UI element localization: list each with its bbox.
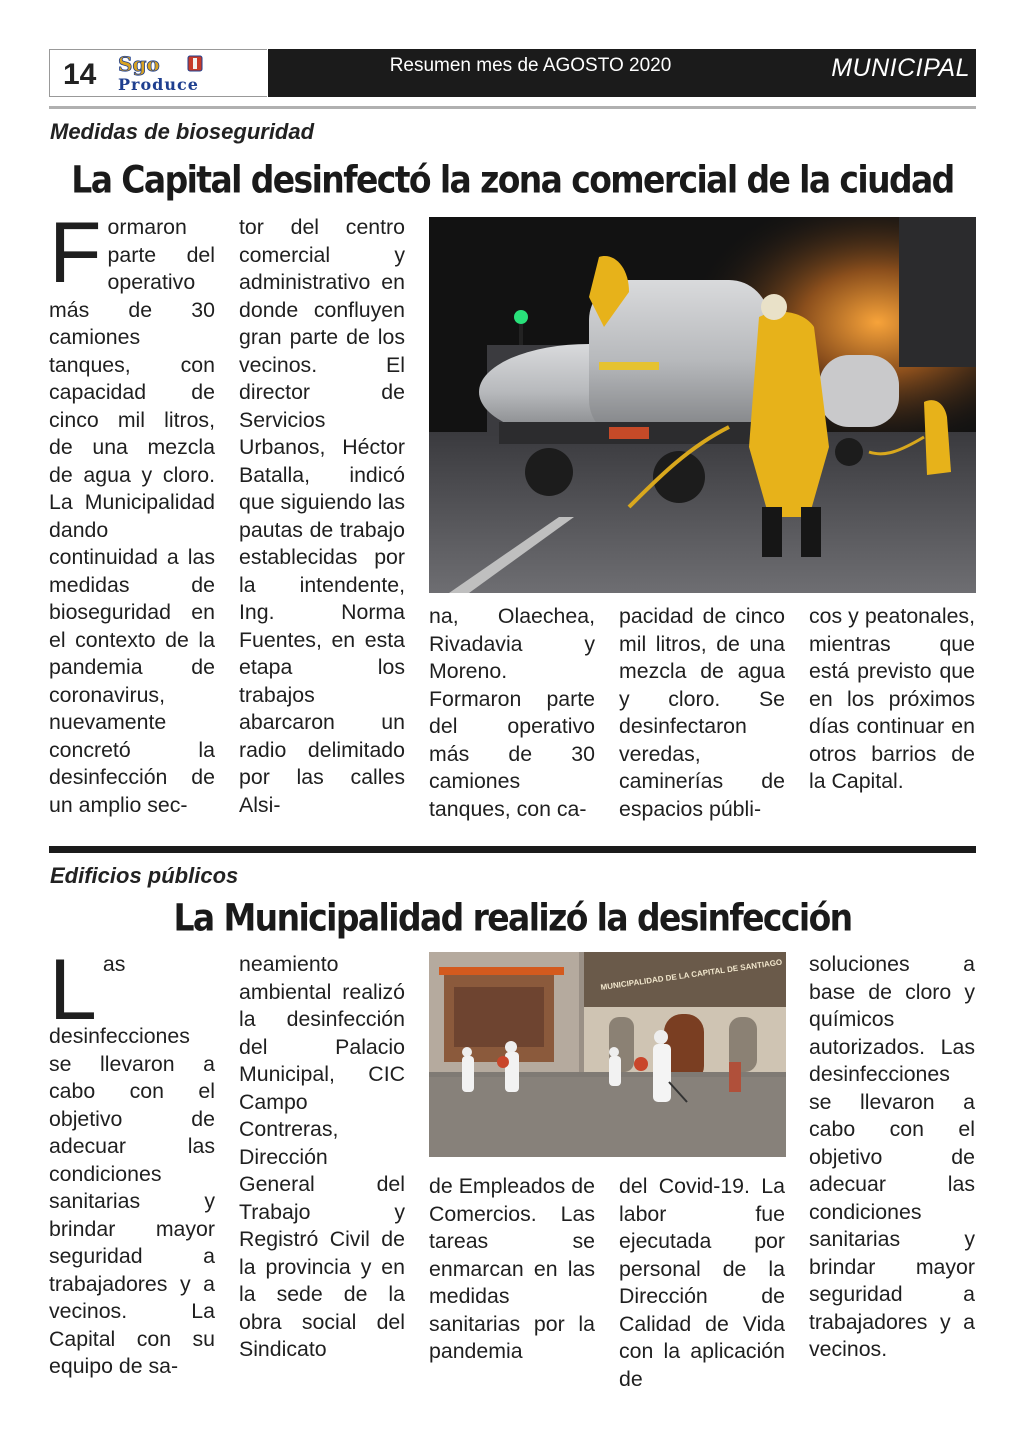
article2-photo-palacio-municipal bbox=[429, 952, 786, 1157]
article1-headline: La Capital desinfectó la zona comercial de la ciudad bbox=[71, 158, 954, 202]
article1-col1 bbox=[49, 205, 215, 819]
article2-col4: del Covid-19. La labor fue ejecutada por personal de la Dirección de Calidad de Vida con la aplicación de bbox=[619, 1174, 785, 1391]
issue-subtitle: Resumen mes de AGOSTO 2020 bbox=[389, 55, 672, 76]
sgo-produce-logo bbox=[114, 53, 256, 93]
article1-kicker: Medidas de bioseguridad bbox=[50, 119, 315, 144]
article1-col3: na, Olaechea, Rivadavia y Moreno. Formaron parte del operativo más de 30 camiones tanques, con ca- bbox=[429, 604, 595, 821]
article2-drop-cap: L bbox=[49, 942, 97, 1038]
page-number: 14 bbox=[63, 58, 97, 91]
article2-kicker: Edificios públicos bbox=[50, 863, 239, 888]
building-sign-text: MUNICIPALIDAD DE LA CAPITAL DE SANTIAGO bbox=[600, 957, 783, 992]
logo-line2: Produce bbox=[118, 75, 199, 93]
article2-col1-text: as desinfecciones se llevaron a cabo con el objetivo de adecuar las condiciones sanitarias y brindar mayor seguridad a trabajadores y a vecinos. La Capital con su equipo de sa- bbox=[49, 952, 215, 1378]
article1-col1-text: ormaron parte del operativo más de 30 camiones tanques, con capacidad de cinco mil litros, de una mezcla de agua y cloro. La Municipalidad dando continuidad a las medidas de bioseguridad en el contexto de la pandemia de coronavirus, nuevamente concretó la desinfección de un amplio sec- bbox=[49, 215, 215, 817]
article1-col5: cos y peatonales, mientras que está previsto que en los próximos días continuar en otros barrios de la Capital. bbox=[809, 604, 975, 793]
article2-col1 bbox=[49, 942, 215, 1381]
logo-line1: Sgo bbox=[118, 53, 160, 76]
section-divider bbox=[49, 846, 976, 853]
article1-drop-cap: F bbox=[49, 205, 102, 301]
section-name: MUNICIPAL bbox=[831, 54, 970, 82]
article1-photo-tanker-truck bbox=[429, 217, 976, 593]
article2-col5: soluciones a base de cloro y químicos autorizados. Las desinfecciones se llevaron a cabo con el objetivo de adecuar las condiciones sanitarias y brindar mayor seguridad a trabajadores y a vecinos. bbox=[809, 952, 975, 1361]
header-rule bbox=[49, 106, 976, 109]
article1-col4: pacidad de cinco mil litros, de una mezcla de agua y cloro. Se desinfectaron veredas, caminerías de espacios públi- bbox=[619, 604, 785, 821]
article1-col2: tor del centro comercial y administrativo en donde confluyen gran parte de los vecinos. El director de Servicios Urbanos, Héctor Batalla, indicó que siguiendo las pautas de trabajo establecidas por la intendente, Ing. Norma Fuentes, en esta etapa los trabajos abarcaron un radio delimitado por las calles Alsi- bbox=[239, 215, 405, 817]
article2-col2: neamiento ambiental realizó la desinfección del Palacio Municipal, CIC Campo Contreras, Dirección General del Trabajo y Registró Civil de la provincia y en la sede de la obra social del Sindicato bbox=[239, 952, 405, 1361]
article2-col3: de Empleados de Comercios. Las tareas se enmarcan en las medidas sanitarias por la pandemia bbox=[429, 1174, 595, 1363]
article2-headline: La Municipalidad realizó la desinfección bbox=[173, 896, 852, 940]
